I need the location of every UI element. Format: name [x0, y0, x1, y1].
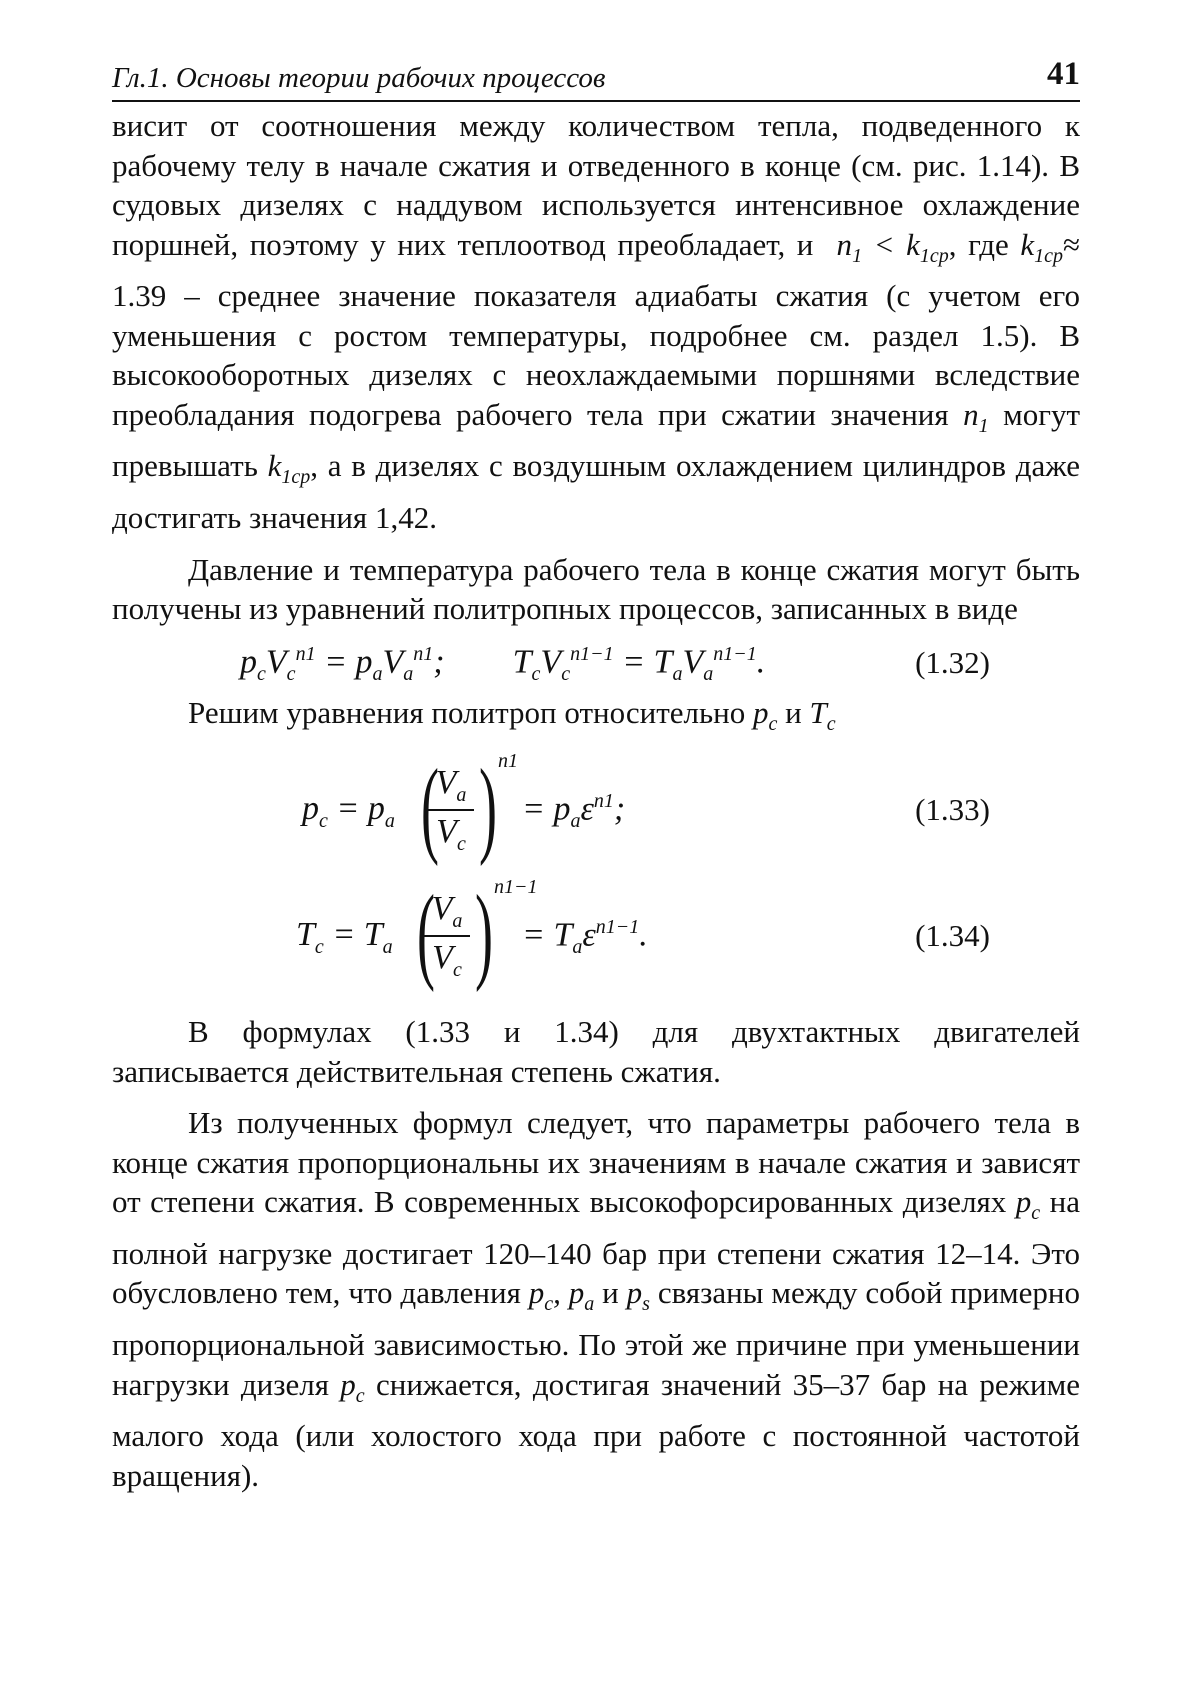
paragraph-1-text-c: могут превышать [112, 396, 1080, 484]
paragraph-5-text-c: связаны между собой примерно пропорциональной зависимостью. По этой же причине при уменьшении нагрузки дизеля [112, 1275, 1081, 1402]
inline-k-value: ≈ 1.39 [112, 226, 1081, 314]
inline-formula-k1cp: $k_{1cp}$ [1020, 226, 1064, 267]
equation-1-33 [112, 748, 1080, 874]
fraction-bar [424, 935, 470, 937]
fraction-bar [428, 809, 474, 811]
paragraph-3-text-b: и [785, 694, 802, 730]
right-paren: ) [478, 748, 497, 868]
paragraph-1-text-a: висит от соотношения между количеством тепла, подведенного к рабочему телу в начале сжатия и отведенного в конце (см. рис. 1.14). В судовых дизелях с наддувом используется интенсивное охлаждение поршней, поэтому у них теплоотвод преобладает, и [112, 108, 1080, 262]
paragraph-1: висит от соотношения между количеством тепла, подведенного к рабочему телу в начале сжатия и отведенного в конце (см. рис. 1.14). В судовых дизелях с наддувом используется интенсивное охлаждение поршней, поэтому у них теплоотвод преобладает, и $n_1 < k_{1cp}$, где $k_{1cp}\approx 1.39$ – среднее значение показателя адиабаты сжатия (с учетом его уменьшения с ростом температуры, подробнее см. раздел 1.5). В высокооборотных дизелях с неохлаждаемыми поршнями вследствие преобладания подогрева рабочего тела при сжатии значения $n_1$ могут превышать $k_{1cp}$, а в дизелях с воздушным охлаждением цилиндров даже достигать значения 1,42. [112, 108, 1081, 536]
running-header [112, 56, 1080, 102]
exponent-n1: n1 [498, 750, 518, 773]
paragraph-3 [112, 693, 1080, 745]
inline-formula-pc-pa-ps: $p_c$, $p_a$ [528, 1275, 595, 1316]
paragraph-2: Давление и температура рабочего тела в конце сжатия могут быть получены из уравнений политропных процессов, записанных в виде [112, 551, 1080, 627]
paragraph-5-text-d: снижается, достигая значений 35–37 бар на режиме малого хода (или холостого хода при работе с постоянной частотой вращения). [112, 1366, 1081, 1493]
inline-where: где [968, 226, 1009, 262]
inline-formula-tc: $T_c$ [809, 694, 836, 735]
paragraph-4: В формулах (1.33 и 1.34) для двухтактных двигателей записывается действительная степень сжатия. [112, 1014, 1080, 1089]
equation-1-33-label: (1.33) [915, 792, 990, 828]
denominator: $V_c$ [432, 939, 462, 981]
paragraph-5: Из полученных формул следует, что параметры рабочего тела в конце сжатия пропорциональны их значениям в начале сжатия и зависят от степени сжатия. В современных высокофорсированных дизелях $p_c$ на полной нагрузке достигает 120–140 бар при степени сжатия 12–14. Это обусловлено тем, что давления $p_c$, $p_a$ и $p_s$ связаны между собой примерно пропорциональной зависимостью. По этой же причине при уменьшении нагрузки дизеля $p_c$ снижается, достигая значений 35–37 бар на режиме малого хода (или холостого хода при работе с постоянной частотой вращения). [112, 1105, 1081, 1493]
equation-1-32-body: $p_cV_c^{n1} = p_aV_a^{n1}$; $T_cV_c^{n1-1} = T_aV_a^{n1-1}$. [240, 642, 766, 685]
left-paren: ( [416, 874, 435, 994]
book-page [112, 56, 1080, 1495]
equation-1-33-rhs: = $p_a\varepsilon^{n1}$; [522, 790, 626, 833]
equation-1-33-lhs: $p_c = p_a$ [302, 790, 395, 833]
right-paren: ) [474, 874, 493, 994]
paragraph-5-text-b: на полной нагрузке достигает 120–140 бар при степени сжатия 12–14. Это обусловлено тем, что давления [112, 1184, 1081, 1311]
equation-1-32-label: (1.32) [915, 644, 990, 680]
equation-1-34-rhs: = $T_a\varepsilon^{n1-1}$. [522, 916, 648, 959]
numerator: $V_a$ [435, 764, 467, 807]
page-number: 41 [1047, 56, 1080, 92]
inline-formula-ps: $p_s$ [626, 1275, 650, 1316]
exponent-n1-1: n1−1 [494, 876, 538, 899]
inline-formula-pc: $p_c$ [752, 694, 778, 735]
inline-formula-pc-2: $p_c$ [1015, 1184, 1041, 1225]
denominator: $V_c$ [436, 813, 466, 855]
inline-formula-n1-lt-k: $n_1 < k_{1cp}$ [824, 226, 949, 267]
paragraph-3-text-a: Решим уравнения политроп относительно [188, 694, 746, 730]
inline-formula-n1: $n_1$ [963, 396, 989, 437]
paragraph-1-text-b: – среднее значение показателя адиабаты сжатия (с учетом его уменьшения с ростом температуры, подробнее см. раздел 1.5). В высокооборотных дизелях с неохлаждаемыми поршнями вследствие преобладания подогрева рабочего тела при сжатии значения [112, 278, 1080, 432]
running-title: Гл.1. Основы теории рабочих процессов [112, 62, 606, 94]
equation-1-32 [112, 635, 1080, 693]
inline-formula-pc-3: $p_c$ [340, 1366, 365, 1407]
numerator: $V_a$ [431, 890, 463, 933]
paragraph-1-text-d: , а в дизелях с воздушным охлаждением цилиндров даже достигать значения 1,42. [112, 448, 1081, 536]
inline-formula-k1cp-2: $k_{1cp}$ [267, 448, 311, 489]
left-paren: ( [420, 748, 439, 868]
equation-1-34-label: (1.34) [915, 918, 990, 954]
equation-1-34 [112, 874, 1080, 1000]
paragraph-5-text-a: Из полученных формул следует, что параметры рабочего тела в конце сжатия пропорциональны их значениям в начале сжатия и зависят от степени сжатия. В современных высокофорсированных дизелях [112, 1105, 1080, 1220]
equation-1-34-lhs: $T_c = T_a$ [296, 916, 393, 959]
fraction-va-vc [428, 764, 474, 856]
fraction-va-vc [424, 890, 470, 982]
